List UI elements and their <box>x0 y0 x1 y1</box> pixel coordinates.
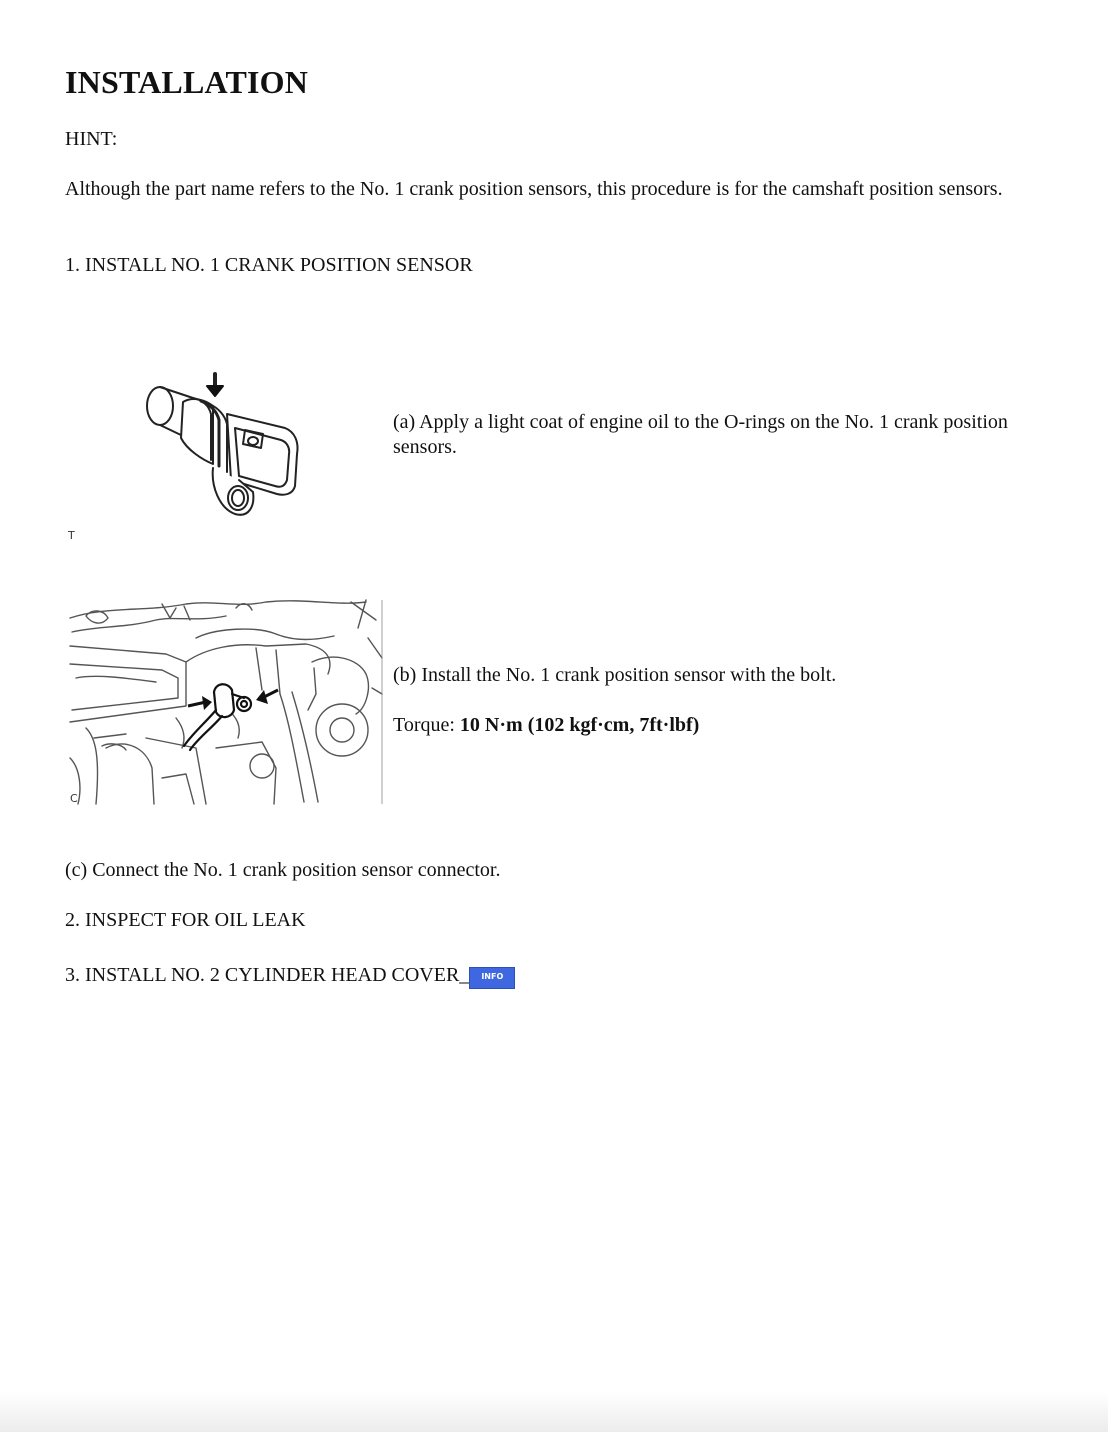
step-3-heading: 3. INSTALL NO. 2 CYLINDER HEAD COVER <box>65 964 460 986</box>
torque-value: 10 N·m (102 kgf·cm, 7ft·lbf) <box>459 714 700 736</box>
torque-label: Torque: <box>393 714 455 736</box>
crank-position-sensor-drawing <box>135 368 305 523</box>
page-title: INSTALLATION <box>65 64 309 100</box>
info-badge-button[interactable]: INFO <box>469 967 515 989</box>
engine-sensor-location-drawing <box>66 598 384 806</box>
hint-label: HINT: <box>65 128 118 150</box>
step-3-line <box>65 963 515 989</box>
step-1a-text: (a) Apply a light coat of engine oil to the O-rings on the No. 1 crank position sensors. <box>393 411 1008 458</box>
figure-1-code: T <box>68 529 75 542</box>
step-3-link-underscore: _ <box>459 964 470 986</box>
step-1c-text: (c) Connect the No. 1 crank position sensor connector. <box>65 859 501 881</box>
step-1b-text: (b) Install the No. 1 crank position sensor with the bolt. <box>393 664 837 686</box>
step-1-heading: 1. INSTALL NO. 1 CRANK POSITION SENSOR <box>65 254 473 276</box>
figure-2-code: C <box>70 792 78 805</box>
step-2-heading: 2. INSPECT FOR OIL LEAK <box>65 909 306 931</box>
torque-spec <box>393 713 699 738</box>
hint-text: Although the part name refers to the No. 1 crank position sensors, this procedure is for the camshaft position sensors. <box>65 178 1003 200</box>
page-bottom-edge <box>0 1392 1108 1432</box>
